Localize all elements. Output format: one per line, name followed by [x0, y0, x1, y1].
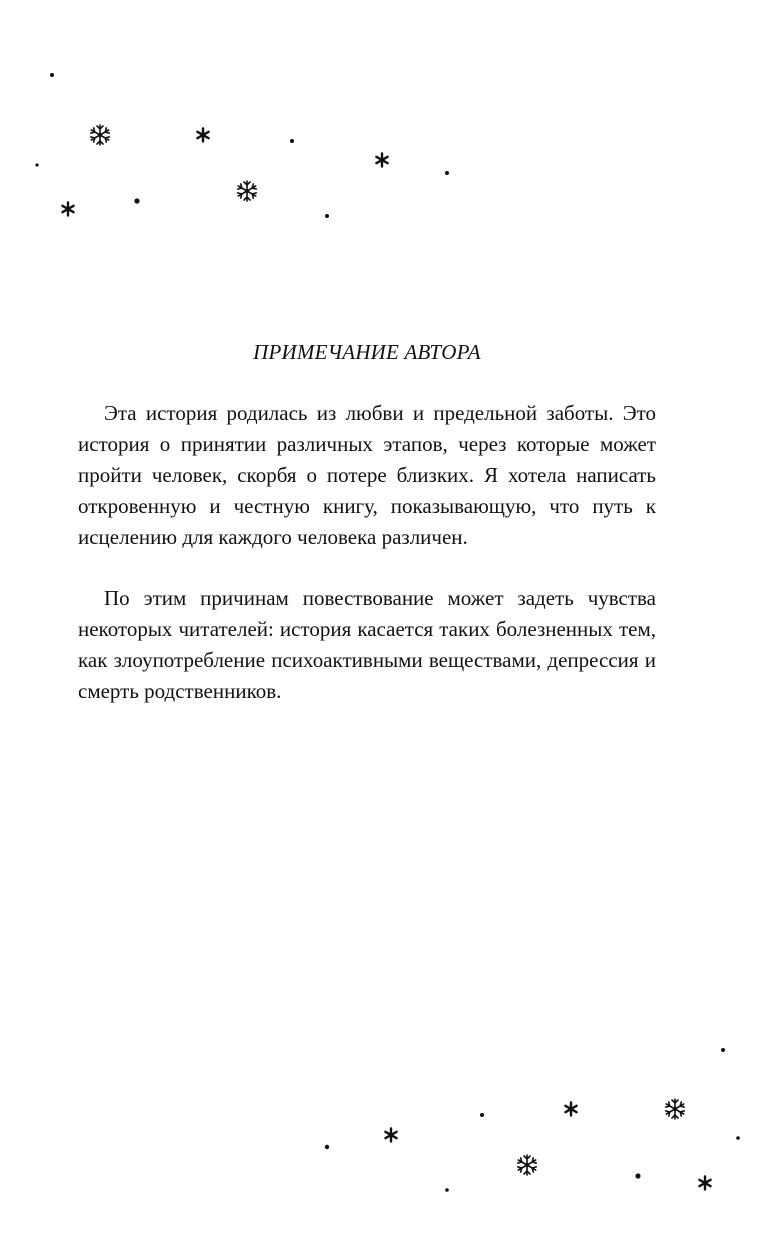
star-icon — [385, 1129, 396, 1142]
snowflake-icon — [666, 1099, 685, 1119]
star-icon — [376, 154, 387, 167]
dot-mark — [445, 171, 449, 175]
dot-mark — [721, 1048, 725, 1052]
star-icon — [565, 1103, 576, 1116]
star-icon — [62, 203, 73, 216]
star-icon — [197, 129, 208, 142]
dot-mark — [325, 214, 329, 218]
snowflake-icon — [518, 1155, 537, 1175]
note-body — [78, 398, 656, 707]
dot-mark — [445, 1188, 449, 1192]
star-icon — [699, 1177, 710, 1190]
page-title: ПРИМЕЧАНИЕ АВТОРА — [253, 340, 481, 364]
paragraph-1: Эта история родилась из любви и предельной заботы. Это история о принятии различных этапов, через которые может пройти человек, скорбя о потере близких. Я хотела написать откровенную и честную книгу, показывающую, что путь к исцелению для каждого человека различен. — [78, 401, 656, 549]
snowflake-icon — [91, 125, 110, 145]
dot-mark — [635, 1173, 640, 1178]
dot-mark — [50, 73, 54, 77]
dot-mark — [134, 198, 139, 203]
dot-mark — [35, 163, 38, 166]
dot-mark — [480, 1113, 484, 1117]
dot-mark — [736, 1136, 740, 1140]
dot-mark — [290, 139, 294, 143]
snowflake-icon — [238, 181, 257, 201]
dot-mark — [325, 1145, 329, 1149]
paragraph-2: По этим причинам повествование может задеть чувства некоторых читателей: история касается таких болезненных тем, как злоупотребление психоактивными веществами, депрессия и смерть родственников. — [78, 586, 656, 703]
